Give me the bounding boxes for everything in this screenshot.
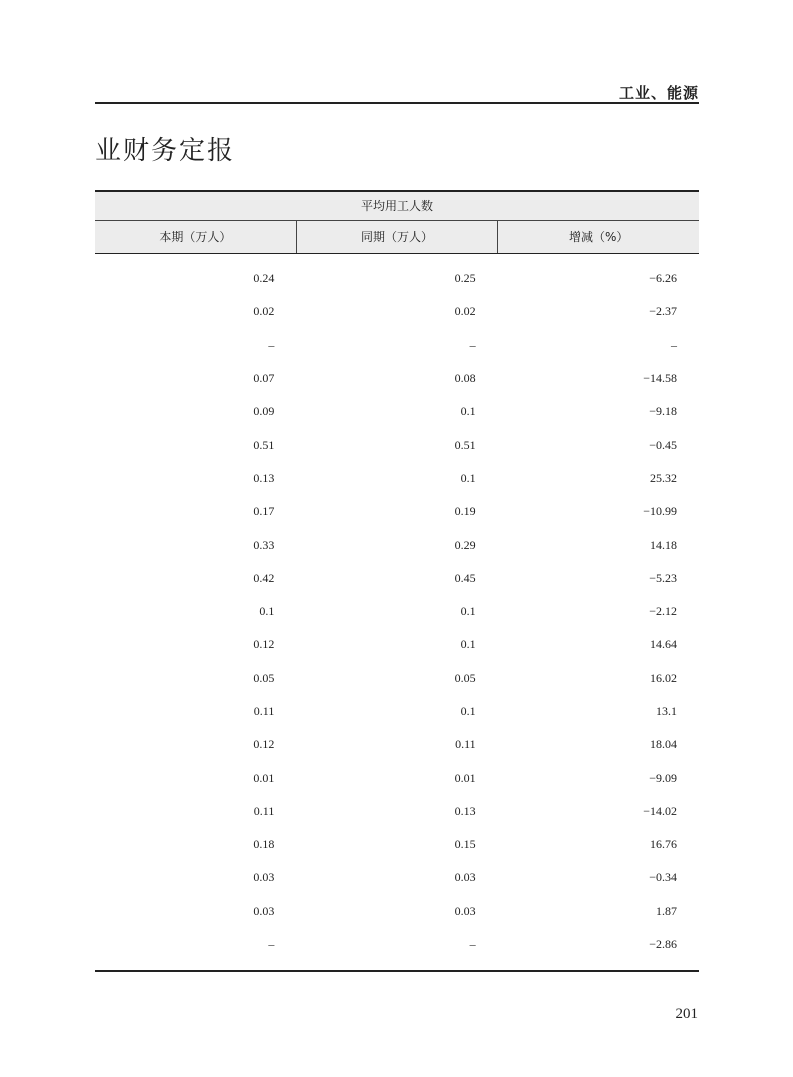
cell-current: 0.33 bbox=[253, 537, 275, 552]
cell-current: 0.01 bbox=[253, 770, 275, 785]
cell-change: 14.64 bbox=[649, 637, 677, 652]
cell-change: −6.26 bbox=[649, 271, 677, 286]
cell-previous: 0.03 bbox=[454, 870, 476, 885]
cell-current: 0.51 bbox=[253, 437, 275, 452]
cell-previous: 0.1 bbox=[460, 404, 476, 419]
cell-previous: 0.1 bbox=[460, 470, 476, 485]
table-row bbox=[95, 595, 699, 628]
cell-change: 1.87 bbox=[655, 903, 677, 918]
cell-current: 0.02 bbox=[253, 304, 275, 319]
cell-previous: 0.13 bbox=[454, 803, 476, 818]
cell-current: – bbox=[268, 337, 275, 352]
cell-current: 0.18 bbox=[253, 837, 275, 852]
page-title: 业财务定报 bbox=[95, 136, 236, 166]
table-row bbox=[95, 795, 699, 828]
table-row bbox=[95, 761, 699, 794]
cell-change: 16.02 bbox=[649, 670, 677, 685]
table-row bbox=[95, 861, 699, 894]
group-header: 平均用工人数 bbox=[95, 192, 699, 221]
cell-previous: 0.03 bbox=[454, 903, 476, 918]
cell-previous: 0.19 bbox=[454, 504, 476, 519]
cell-change: – bbox=[670, 337, 677, 352]
cell-current: – bbox=[268, 937, 275, 952]
table-row bbox=[95, 695, 699, 728]
cell-change: −9.18 bbox=[649, 404, 677, 419]
table-row bbox=[95, 428, 699, 461]
table-body bbox=[95, 254, 699, 961]
table-bottom-rule bbox=[95, 970, 699, 972]
data-table bbox=[95, 190, 699, 961]
cell-change: −14.58 bbox=[643, 371, 677, 386]
cell-previous: – bbox=[469, 937, 476, 952]
cell-change: 18.04 bbox=[649, 737, 677, 752]
cell-change: −0.45 bbox=[649, 437, 677, 452]
table-row bbox=[95, 395, 699, 428]
cell-previous: 0.1 bbox=[460, 604, 476, 619]
cell-change: −9.09 bbox=[649, 770, 677, 785]
cell-previous: 0.1 bbox=[460, 704, 476, 718]
cell-previous: 0.29 bbox=[454, 537, 476, 552]
table-row bbox=[95, 329, 699, 362]
table-row bbox=[95, 662, 699, 695]
cell-current: 0.09 bbox=[253, 404, 275, 419]
cell-current: 0.11 bbox=[253, 704, 275, 718]
section-title: 工业、能源 bbox=[618, 84, 699, 102]
cell-previous: 0.05 bbox=[454, 670, 476, 685]
cell-previous: 0.08 bbox=[454, 371, 476, 386]
cell-current: 0.12 bbox=[253, 737, 275, 752]
table-row bbox=[95, 295, 699, 328]
cell-previous: 0.51 bbox=[454, 437, 476, 452]
cell-current: 0.13 bbox=[253, 470, 275, 485]
table-row bbox=[95, 928, 699, 961]
cell-current: 0.11 bbox=[253, 803, 275, 818]
cell-previous: 0.15 bbox=[454, 837, 476, 852]
column-header-previous: 同期（万人） bbox=[296, 221, 498, 253]
table-row bbox=[95, 528, 699, 561]
cell-previous: 0.02 bbox=[454, 304, 476, 319]
cell-change: −14.02 bbox=[643, 803, 677, 818]
table-row bbox=[95, 728, 699, 761]
cell-current: 0.03 bbox=[253, 903, 275, 918]
cell-previous: 0.01 bbox=[454, 770, 476, 785]
column-header-current: 本期（万人） bbox=[159, 230, 232, 244]
cell-current: 0.07 bbox=[253, 371, 275, 386]
cell-current: 0.24 bbox=[253, 271, 275, 286]
cell-change: −2.86 bbox=[649, 937, 677, 952]
cell-change: −10.99 bbox=[643, 504, 677, 519]
cell-change: −0.34 bbox=[649, 870, 677, 885]
cell-change: 13.1 bbox=[655, 704, 677, 718]
table-row bbox=[95, 462, 699, 495]
cell-change: −2.12 bbox=[649, 604, 677, 619]
cell-change: 25.32 bbox=[649, 470, 677, 485]
column-header-change: 增减（%） bbox=[497, 221, 699, 253]
cell-current: 0.12 bbox=[253, 637, 275, 652]
cell-current: 0.03 bbox=[253, 870, 275, 885]
table-row bbox=[95, 828, 699, 861]
cell-previous: – bbox=[469, 337, 476, 352]
cell-current: 0.17 bbox=[253, 504, 275, 519]
table-row bbox=[95, 562, 699, 595]
table-row bbox=[95, 262, 699, 295]
cell-current: 0.42 bbox=[253, 570, 275, 585]
cell-change: 14.18 bbox=[649, 537, 677, 552]
cell-previous: 0.11 bbox=[455, 737, 476, 752]
cell-previous: 0.1 bbox=[460, 637, 476, 652]
page-number: 201 bbox=[675, 1006, 698, 1022]
cell-change: −2.37 bbox=[649, 304, 677, 319]
table-row bbox=[95, 628, 699, 661]
cell-change: −5.23 bbox=[649, 570, 677, 585]
cell-current: 0.05 bbox=[253, 670, 275, 685]
table-row bbox=[95, 362, 699, 395]
cell-current: 0.1 bbox=[259, 604, 275, 619]
column-header-row bbox=[95, 221, 699, 254]
cell-previous: 0.45 bbox=[454, 570, 476, 585]
cell-previous: 0.25 bbox=[454, 271, 476, 286]
table-row bbox=[95, 895, 699, 928]
cell-change: 16.76 bbox=[649, 837, 677, 852]
table-row bbox=[95, 495, 699, 528]
section-header bbox=[95, 76, 699, 104]
